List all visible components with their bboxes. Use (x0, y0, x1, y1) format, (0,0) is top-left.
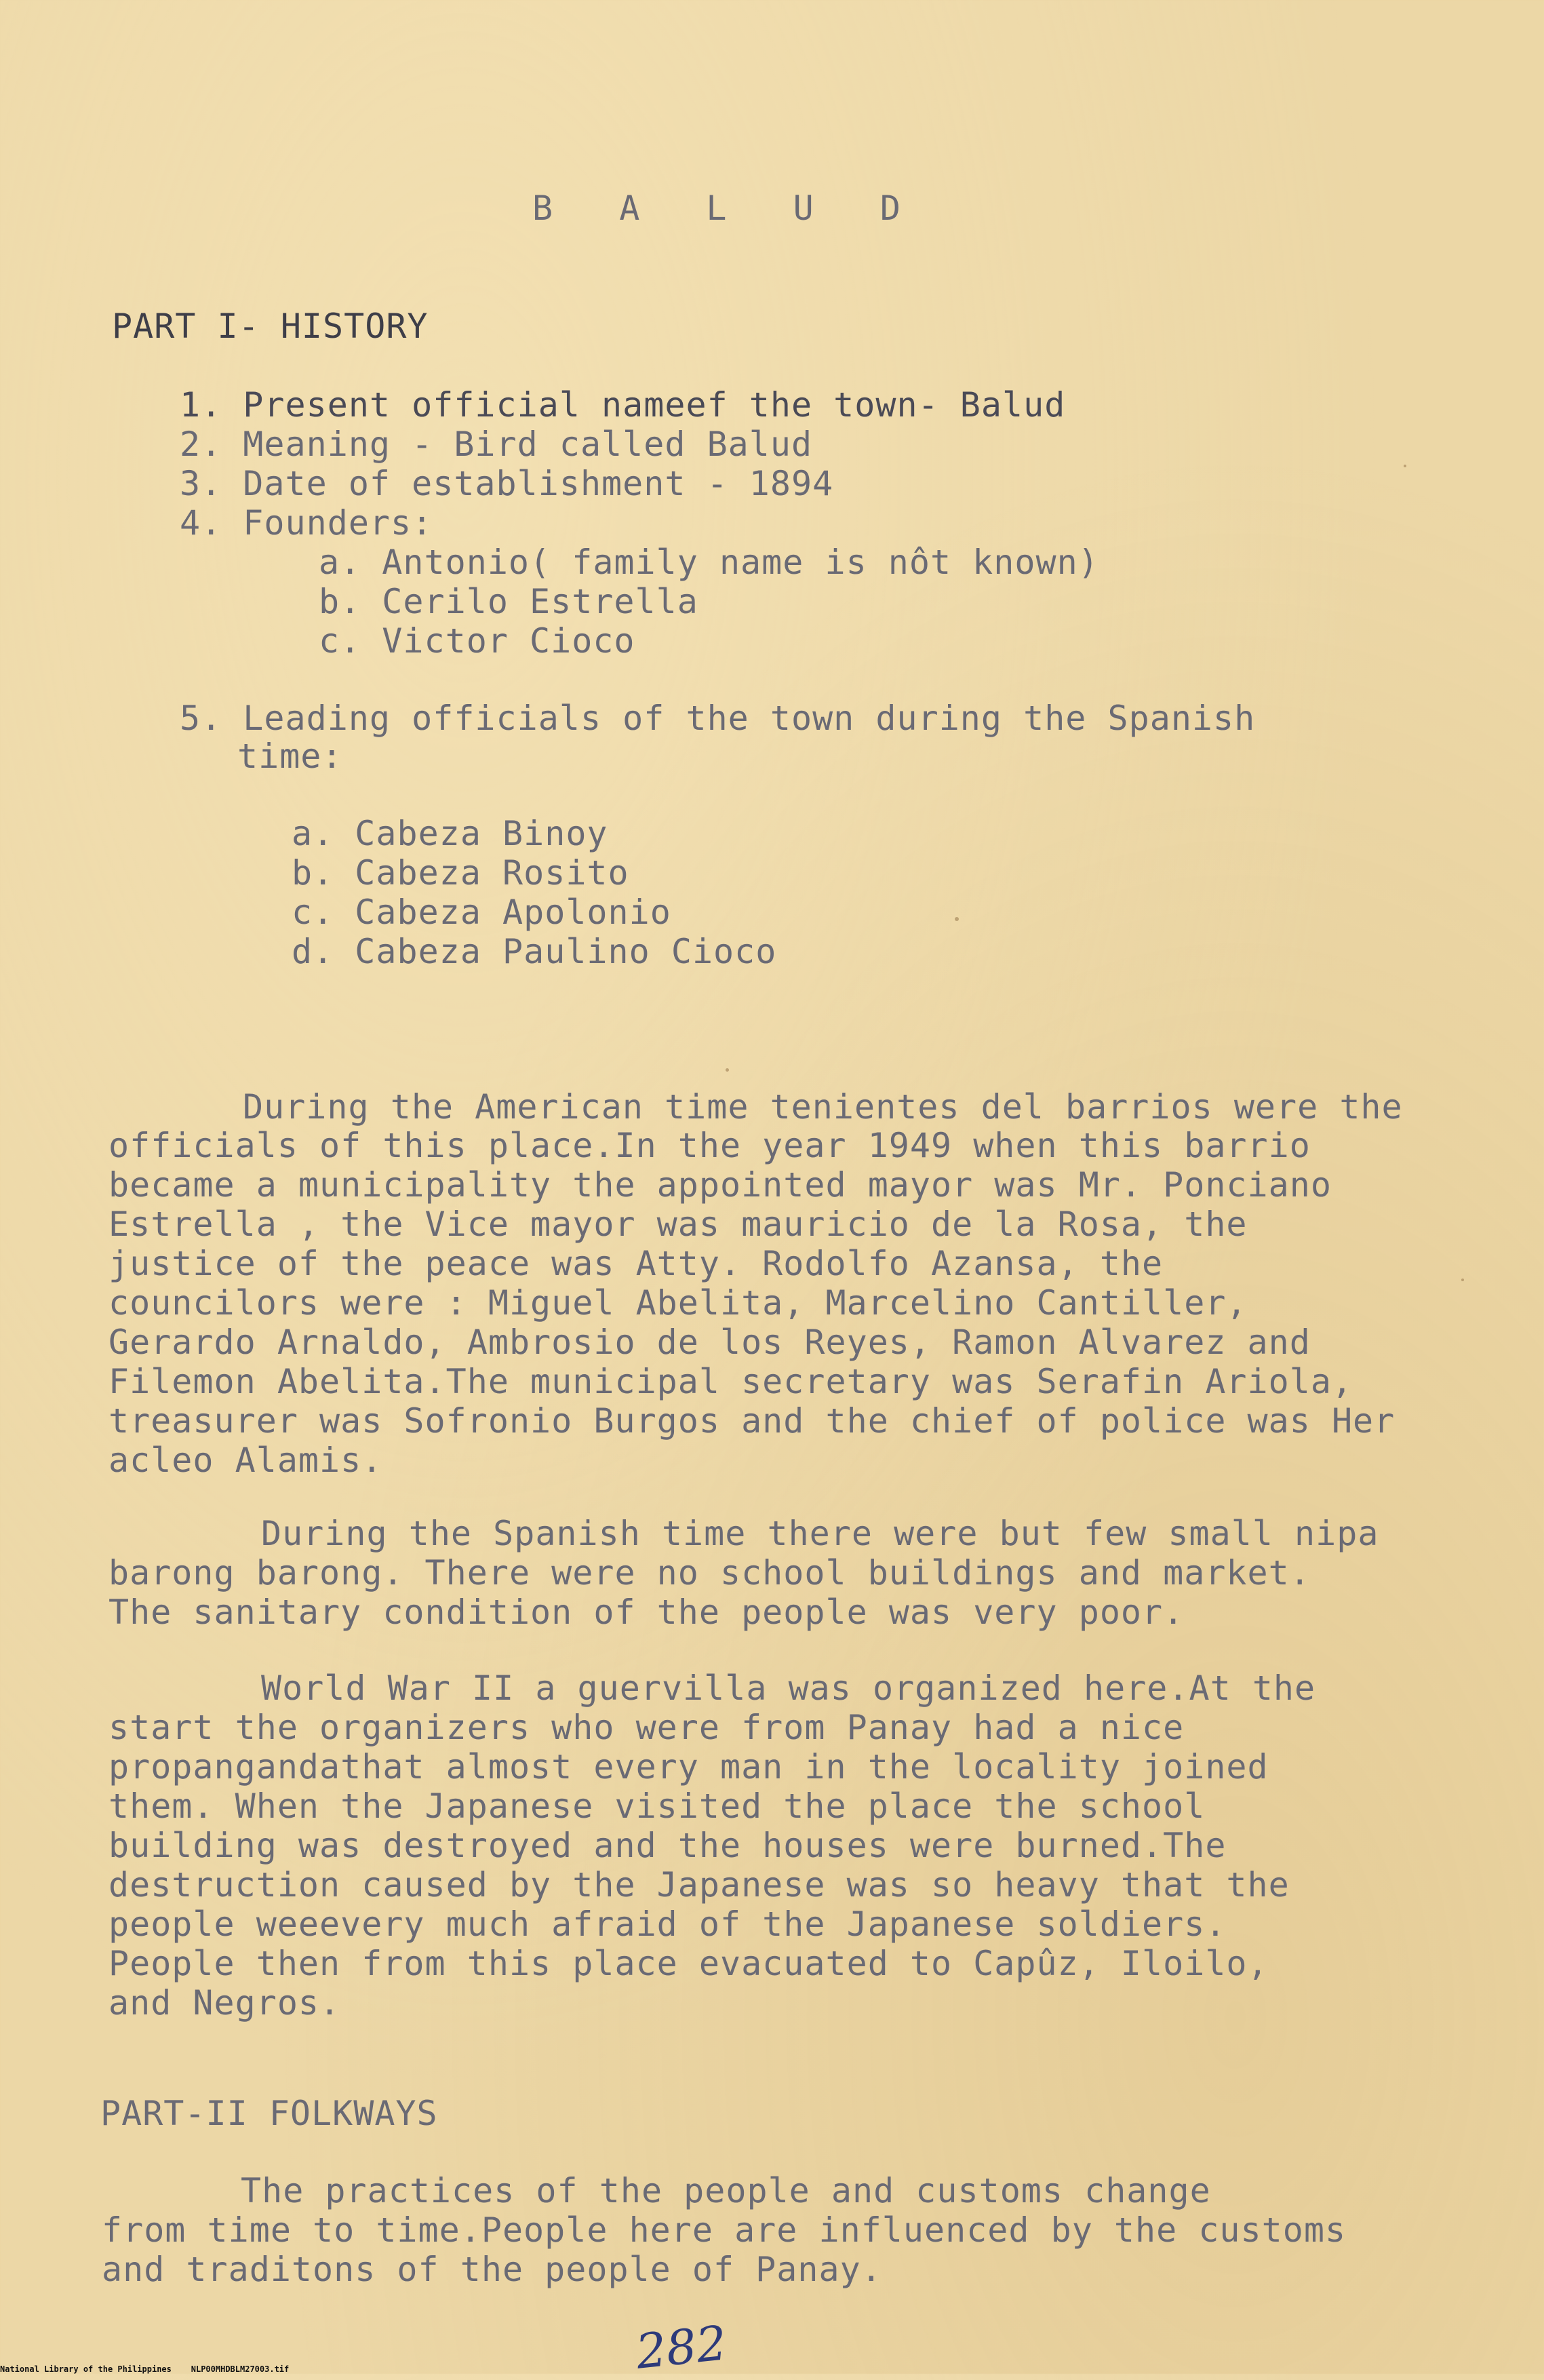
paragraph1-line: Gerardo Arnaldo, Ambrosio de los Reyes, Ramon Alvarez and (108, 1323, 1311, 1362)
paragraph3-line: and Negros. (108, 1983, 341, 2023)
paper-speck (1404, 465, 1406, 467)
paragraph1-line: officials of this place.In the year 1949 when this barrio (108, 1126, 1311, 1165)
paragraph1-line: councilors were : Miguel Abelita, Marcelino Cantiller, (108, 1283, 1248, 1323)
paragraph1-line: acleo Alamis. (108, 1441, 383, 1480)
paragraph3-line: people weeevery much afraid of the Japanese soldiers. (108, 1905, 1227, 1944)
paragraph1-line: became a municipality the appointed mayor was Mr. Ponciano (108, 1165, 1332, 1205)
paragraph1-line: treasurer was Sofronio Burgos and the chief of police was Her (108, 1401, 1395, 1441)
paragraph3-line: propangandathat almost every man in the locality joined (108, 1747, 1269, 1787)
paper-speck (726, 1068, 729, 1072)
founder-b: b. Cerilo Estrella (319, 582, 698, 621)
paragraph1-line: justice of the peace was Atty. Rodolfo Azansa, the (108, 1244, 1164, 1283)
history-item-4: 4. Founders: (180, 503, 433, 543)
paragraph2-line: During the Spanish time there were but few small nipa (261, 1514, 1379, 1553)
paragraph1-line: Estrella , the Vice mayor was mauricio de la Rosa, the (108, 1205, 1248, 1244)
paper-speck (955, 917, 959, 921)
founder-a: a. Antonio( family name is nôt known) (319, 543, 1099, 582)
paragraph3-line: them. When the Japanese visited the place the school (108, 1787, 1206, 1826)
paragraph3-line: destruction caused by the Japanese was so heavy that the (108, 1865, 1290, 1905)
part1-heading: PART I- HISTORY (112, 307, 429, 346)
paragraph2-line: barong barong. There were no school buildings and market. (108, 1553, 1311, 1593)
paragraph3-line: People then from this place evacuated to Capûz, Iloilo, (108, 1944, 1269, 1983)
history-item-3: 3. Date of establishment - 1894 (180, 464, 834, 503)
part2-heading: PART-II FOLKWAYS (100, 2094, 438, 2133)
document-title: B A L U D (532, 189, 924, 228)
archive-footer: National Library of the Philippines NLP00MHDBLM27003.tif (0, 2364, 290, 2374)
official-b: b. Cabeza Rosito (292, 853, 629, 893)
paper-speck (1461, 1279, 1464, 1281)
handwritten-page-number: 282 (633, 2315, 730, 2380)
official-d: d. Cabeza Paulino Cioco (292, 932, 777, 971)
part2-paragraph-line: and traditons of the people of Panay. (102, 2250, 882, 2289)
history-item-2: 2. Meaning - Bird called Balud (180, 425, 813, 464)
paragraph3-line: World War II a guervilla was organized here.At the (261, 1669, 1316, 1708)
part2-paragraph-line: The practices of the people and customs change (241, 2171, 1211, 2210)
paragraph1-line: During the American time tenientes del barrios were the (243, 1087, 1403, 1127)
founder-c: c. Victor Cioco (319, 621, 635, 661)
official-c: c. Cabeza Apolonio (292, 893, 671, 932)
paragraph2-line: The sanitary condition of the people was very poor. (108, 1593, 1185, 1632)
history-item-5-cont: time: (237, 737, 343, 776)
paragraph3-line: building was destroyed and the houses were burned.The (108, 1826, 1227, 1865)
official-a: a. Cabeza Binoy (292, 814, 608, 853)
paragraph1-line: Filemon Abelita.The municipal secretary was Serafin Ariola, (108, 1362, 1353, 1401)
history-item-5: 5. Leading officials of the town during the Spanish (180, 699, 1256, 738)
history-item-1: 1. Present official nameef the town- Balud (180, 385, 1066, 425)
paragraph3-line: start the organizers who were from Panay had a nice (108, 1708, 1185, 1747)
part2-paragraph-line: from time to time.People here are influenced by the customs (102, 2210, 1347, 2250)
